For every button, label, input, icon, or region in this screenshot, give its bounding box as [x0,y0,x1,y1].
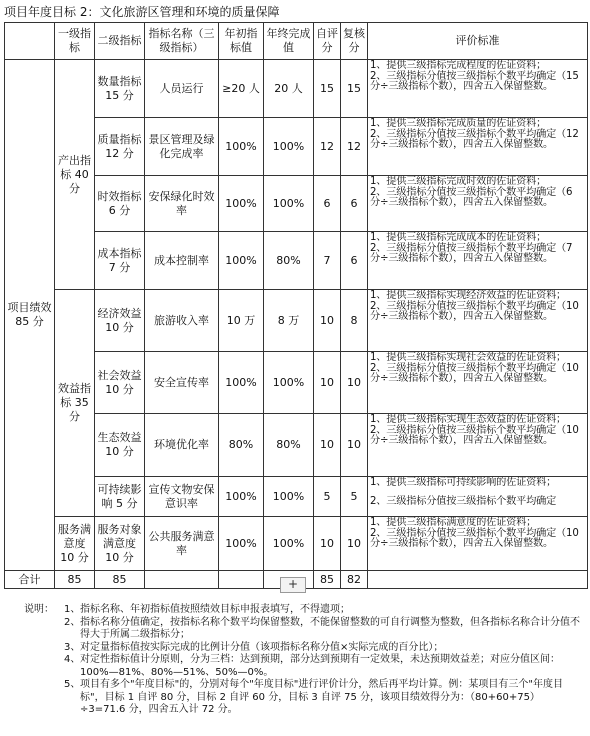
level2-cell: 生态效益 10 分 [95,414,145,477]
header-init: 年初指标值 [219,23,264,60]
review-score-cell: 15 [341,60,368,118]
project-performance-cell: 项目绩效 85 分 [5,60,55,571]
self-score-cell: 7 [314,232,341,290]
final-value-cell: 20 人 [264,60,314,118]
self-score-cell: 5 [314,477,341,517]
note-item: 5、 项目有多个"年度目标"的，分别对每个"年度目标"进行评价计分，然后再平均计算。例：某项目有三个"年度目标"，目标 1 自评 80 分，目标 2 自评 60 分，目标 3 自评 75 分，该项目绩效得分为：（80+60+75）÷3=71.6 分，四舍五入计 72 分。 [64,679,563,715]
total-label: 合计 [5,571,55,589]
final-value-cell: 100% [264,118,314,176]
note-item: 说明： 1、 指标名称、年初指标值按照绩效目标申报表填写，不得遗项； [24,604,350,615]
indicator-name-cell: 环境优化率 [145,414,219,477]
level2-cell: 质量指标 12 分 [95,118,145,176]
standard-cell: 1、提供三级指标完成成本的佐证资料； 2、三级指标分值按三级指标个数平均确定（7 分÷三级指标个数），四舍五入保留整数。 [368,232,588,290]
table-row [5,517,588,571]
init-value-cell: 100% [219,352,264,414]
self-score-cell: 10 [314,414,341,477]
review-score-cell: 10 [341,352,368,414]
indicator-name-cell: 宣传文物安保意识率 [145,477,219,517]
review-score-cell: 6 [341,232,368,290]
level2-cell: 社会效益 10 分 [95,352,145,414]
final-value-cell: 80% [264,232,314,290]
total-review-score: 82 [341,571,368,589]
init-value-cell: 10 万 [219,290,264,352]
indicator-name-cell: 安保绿化时效率 [145,176,219,232]
review-score-cell: 6 [341,176,368,232]
self-score-cell: 10 [314,352,341,414]
init-value-cell: 100% [219,232,264,290]
note-item: 3、 对定量指标值按实际完成的比例计分值（该项指标名称分值×实际完成的百分比）； [64,641,444,653]
service-indicator-cell: 服务满意度 10 分 [55,517,95,571]
level2-cell: 可持续影响 5 分 [95,477,145,517]
standard-cell: 1、提供三级指标实现经济效益的佐证资料； 2、三级指标分值按三级指标个数平均确定（10 分÷三级指标个数），四舍五入保留整数。 [368,290,588,352]
init-value-cell: 100% [219,118,264,176]
final-value-cell: 100% [264,352,314,414]
standard-cell: 1、提供三级指标可持续影响的佐证资料； 2、三级指标分值按三级指标个数平均确定 [368,477,588,517]
evaluation-table [4,22,588,589]
level2-cell: 成本指标 7 分 [95,232,145,290]
header-blank [5,23,55,60]
level2-cell: 时效指标 6 分 [95,176,145,232]
note-item: 2、 指标名称分值确定，按指标名称个数平均保留整数，不能保留整数的可自行调整为整数，但各指标名称合计分值不得大于所属二级指标分； [64,616,580,640]
header-final: 年终完成值 [264,23,314,60]
note-item: 4、 对定性指标值计分原则，分为三档：达到预期，部分达到预期有一定效果，未达预期效益差；对应分值区间：100%—81%、80%—51%、50%—0%。 [64,654,560,678]
table-title: 项目年度目标 2：文化旅游区管理和环境的质量保障 [4,5,280,19]
indicator-name-cell: 公共服务满意率 [145,517,219,571]
notes-section [24,604,580,717]
init-value-cell: 100% [219,176,264,232]
header-standard: 评价标准 [368,23,588,60]
init-value-cell: ≥20 人 [219,60,264,118]
table-row [5,60,588,118]
indicator-name-cell: 安全宣传率 [145,352,219,414]
init-value-cell: 100% [219,517,264,571]
self-score-cell: 10 [314,517,341,571]
init-value-cell: 80% [219,414,264,477]
header-row [5,23,588,60]
self-score-cell: 10 [314,290,341,352]
indicator-name-cell: 景区管理及绿化完成率 [145,118,219,176]
total-level2: 85 [95,571,145,589]
header-level1: 一级指标 [55,23,95,60]
final-value-cell: 100% [264,176,314,232]
init-value-cell: 100% [219,477,264,517]
indicator-name-cell: 人员运行 [145,60,219,118]
notes-head: 说明： [24,604,54,615]
level2-cell: 经济效益 10 分 [95,290,145,352]
self-score-cell: 15 [314,60,341,118]
standard-cell: 1、提供三级指标完成质量的佐证资料； 2、三级指标分值按三级指标个数平均确定（12 分÷三级指标个数），四舍五入保留整数。 [368,118,588,176]
standard-cell: 1、提供三级指标完成程度的佐证资料； 2、三级指标分值按三级指标个数平均确定（15 分÷三级指标个数），四舍五入保留整数。 [368,60,588,118]
final-value-cell: 100% [264,517,314,571]
total-level1: 85 [55,571,95,589]
self-score-cell: 6 [314,176,341,232]
final-value-cell: 100% [264,477,314,517]
standard-cell: 1、提供三级指标完成时效的佐证资料； 2、三级指标分值按三级指标个数平均确定（6 分÷三级指标个数），四舍五入保留整数。 [368,176,588,232]
review-score-cell: 10 [341,414,368,477]
final-value-cell: 80% [264,414,314,477]
review-score-cell: 8 [341,290,368,352]
review-score-cell: 12 [341,118,368,176]
add-row-button[interactable]: + [280,577,306,593]
level2-cell: 数量指标 15 分 [95,60,145,118]
header-review: 复核分 [341,23,368,60]
output-indicator-cell: 产出指标 40 分 [55,60,95,290]
review-score-cell: 10 [341,517,368,571]
total-self-score: 85 [314,571,341,589]
benefit-indicator-cell: 效益指标 35 分 [55,290,95,517]
level2-cell: 服务对象满意度 10 分 [95,517,145,571]
self-score-cell: 12 [314,118,341,176]
header-level2: 二级指标 [95,23,145,60]
indicator-name-cell: 旅游收入率 [145,290,219,352]
header-name: 指标名称（三级指标） [145,23,219,60]
review-score-cell: 5 [341,477,368,517]
standard-cell: 1、提供三级指标满意度的佐证资料； 2、三级指标分值按三级指标个数平均确定（10 分÷三级指标个数），四舍五入保留整数。 [368,517,588,571]
final-value-cell: 8 万 [264,290,314,352]
table-row [5,290,588,352]
header-self: 自评分 [314,23,341,60]
indicator-name-cell: 成本控制率 [145,232,219,290]
standard-cell: 1、提供三级指标实现生态效益的佐证资料； 2、三级指标分值按三级指标个数平均确定（10 分÷三级指标个数），四舍五入保留整数。 [368,414,588,477]
standard-cell: 1、提供三级指标实现社会效益的佐证资料； 2、三级指标分值按三级指标个数平均确定（10 分÷三级指标个数），四舍五入保留整数。 [368,352,588,414]
